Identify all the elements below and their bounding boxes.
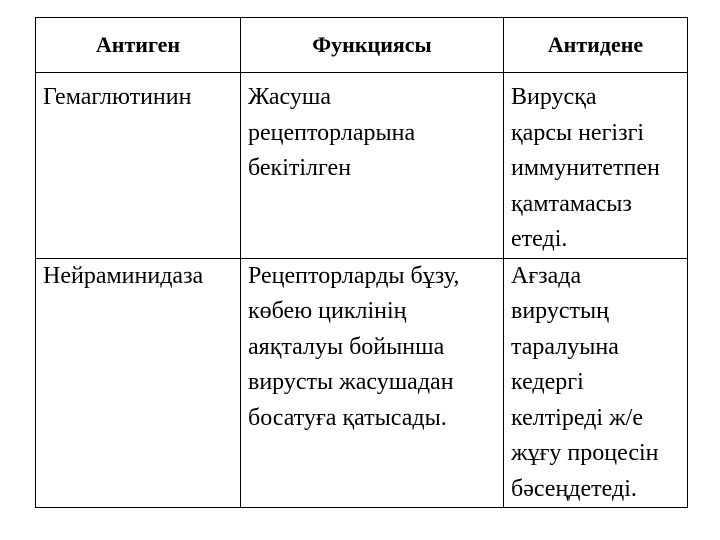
cell-function bbox=[241, 73, 504, 259]
cell-line: қарсы негізгі bbox=[511, 119, 645, 146]
cell-line: жұғу процесін bbox=[511, 440, 659, 466]
header-function: Функциясы bbox=[241, 18, 504, 73]
cell-line: иммунитетпен bbox=[511, 155, 660, 181]
cell-antigen bbox=[36, 258, 241, 508]
cell-line: етеді. bbox=[511, 226, 568, 252]
cell-line: қамтамасыз bbox=[511, 190, 632, 217]
cell-line: таралуына bbox=[511, 333, 619, 360]
table-row bbox=[36, 258, 688, 508]
header-antigen: Антиген bbox=[36, 18, 241, 73]
table-row bbox=[36, 73, 688, 259]
header-antibody: Антидене bbox=[504, 18, 688, 73]
cell-line: вирусты жасушадан bbox=[248, 369, 454, 395]
cell-line: аяқталуы бойынша bbox=[248, 333, 445, 360]
cell-line: көбею циклінің bbox=[248, 298, 407, 324]
cell-antibody bbox=[504, 258, 688, 508]
cell-line: Нейраминидаза bbox=[43, 262, 204, 289]
cell-line: бәсеңдетеді. bbox=[511, 475, 637, 502]
cell-line: вирустың bbox=[511, 298, 609, 324]
antigen-table bbox=[35, 17, 688, 508]
cell-line: Вирусқа bbox=[511, 84, 597, 110]
cell-line: бекітілген bbox=[248, 155, 352, 181]
cell-line: кедергі bbox=[511, 369, 584, 395]
header-row bbox=[36, 18, 688, 73]
cell-line: Ағзада bbox=[511, 262, 582, 289]
cell-antigen bbox=[36, 73, 241, 259]
cell-line: Жасуша bbox=[248, 84, 332, 110]
cell-line: босатуға қатысады. bbox=[248, 404, 447, 431]
cell-antibody bbox=[504, 73, 688, 259]
cell-line: рецепторларына bbox=[248, 119, 416, 146]
cell-line: келтіреді ж/е bbox=[511, 404, 643, 431]
cell-function bbox=[241, 258, 504, 508]
cell-line: Гемаглютинин bbox=[43, 84, 192, 110]
cell-line: Рецепторларды бұзу, bbox=[248, 262, 460, 289]
